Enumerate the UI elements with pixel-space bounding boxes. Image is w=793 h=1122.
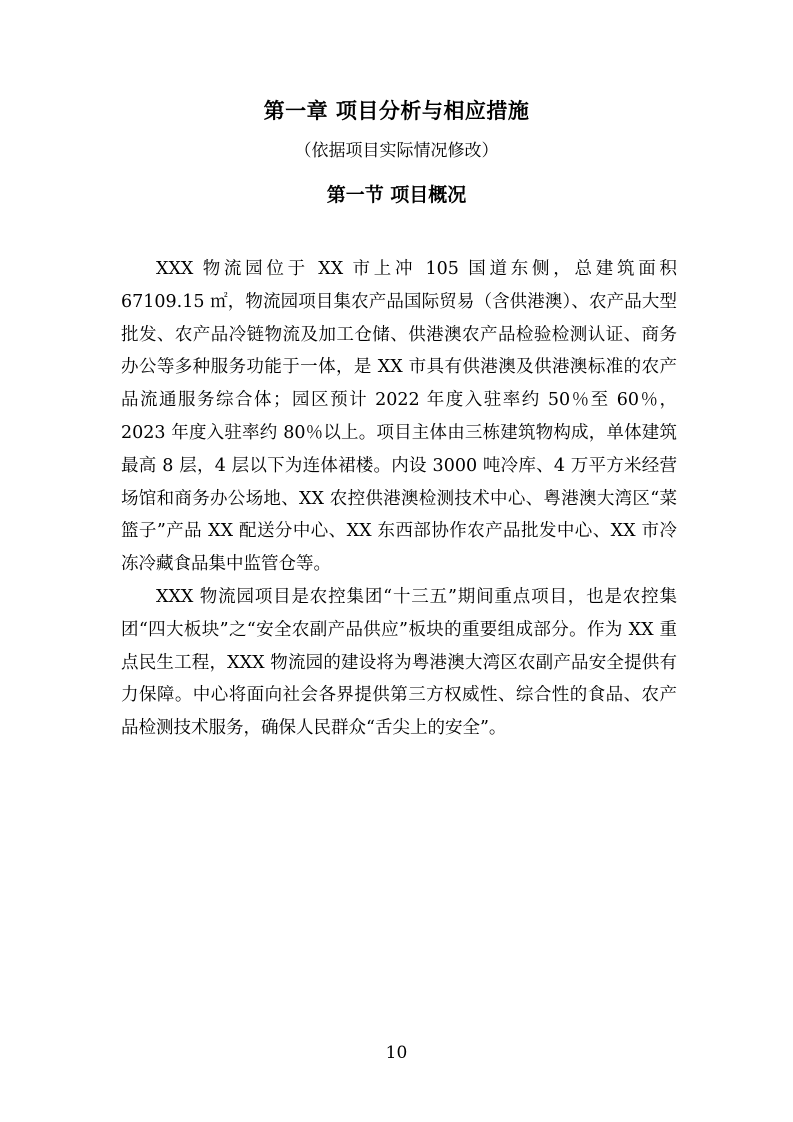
body-text xyxy=(121,253,677,745)
paragraph-project-overview: XXX 物流园位于 XX 市上冲 105 国道东侧，总建筑面积 67109.15 ㎡，物流园项目集农产品国际贸易（含供港澳）、农产品大型批发、农产品冷链物流及加工仓储、供港澳农产品检验检测认证、商务办公等多种服务功能于一体，是 XX 市具有供港澳及供港澳标准的农产品流通服务综合体；园区预计 2022 年度入驻率约 50％至 60％，2023 年度入驻率约 80％以上。项目主体由三栋建筑物构成，单体建筑最高 8 层，4 层以下为连体裙楼。内设 3000 吨冷库、4 万平方米经营场馆和商务办公场地、XX 农控供港澳检测技术中心、粤港澳大湾区“菜篮子”产品 XX 配送分中心、XX 东西部协作农产品批发中心、XX 市冷冻冷藏食品集中监管仓等。 xyxy=(121,259,677,575)
paragraph-project-significance: XXX 物流园项目是农控集团“十三五”期间重点项目，也是农控集团“四大板块”之“安全农副产品供应”板块的重要组成部分。作为 XX 重点民生工程，XXX 物流园的建设将为粤港澳大湾区农副产品安全提供有力保障。中心将面向社会各界提供第三方权威性、综合性的食品、农产品检测技术服务，确保人民群众“舌尖上的安全”。 xyxy=(121,586,677,739)
page-number: 10 xyxy=(385,1043,408,1063)
chapter-subtitle: （依据项目实际情况修改） xyxy=(294,141,499,161)
chapter-title: 第一章 项目分析与相应措施 xyxy=(263,99,530,123)
section-title: 第一节 项目概况 xyxy=(326,184,467,206)
